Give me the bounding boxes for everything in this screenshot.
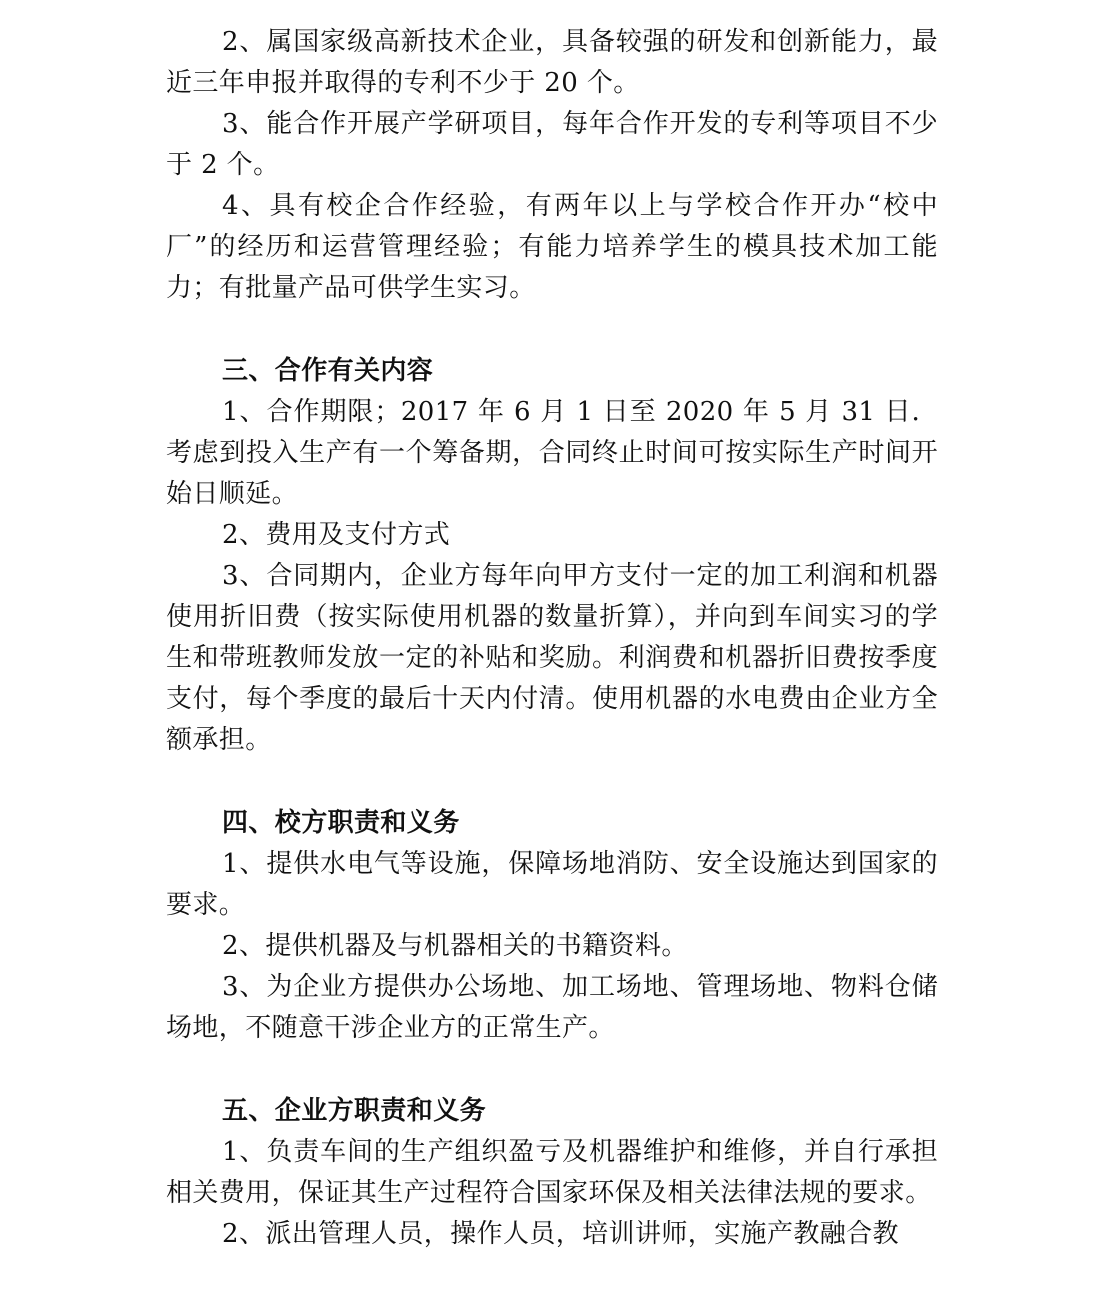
- document-page: [166, 22, 938, 1255]
- section-four-item-2: 2、提供机器及与机器相关的书籍资料。: [222, 931, 688, 961]
- section-two-item-4: 4、具有校企合作经验，有两年以上与学校合作开办“校中厂”的经历和运营管理经验；有能力培养学生的模具技术加工能力；有批量产品可供学生实习。: [166, 191, 938, 303]
- section-three-item-1: 1、合作期限；2017 年 6 月 1 日至 2020 年 5 月 31 日．考虑到投入生产有一个筹备期，合同终止时间可按实际生产时间开始日顺延。: [166, 397, 938, 509]
- section-three-item-2: 2、费用及支付方式: [222, 520, 451, 550]
- section-five-item-1: 1、负责车间的生产组织盈亏及机器维护和维修，并自行承担相关费用，保证其生产过程符合国家环保及相关法律法规的要求。: [166, 1137, 938, 1208]
- section-five-heading: 五、企业方职责和义务: [222, 1096, 487, 1126]
- section-four-item-1: 1、提供水电气等设施，保障场地消防、安全设施达到国家的要求。: [166, 849, 938, 920]
- section-four-item-3: 3、为企业方提供办公场地、加工场地、管理场地、物料仓储场地，不随意干涉企业方的正常生产。: [166, 972, 938, 1043]
- section-gap: [166, 1049, 938, 1091]
- section-four-heading: 四、校方职责和义务: [222, 808, 460, 838]
- section-two-item-3: 3、能合作开展产学研项目，每年合作开发的专利等项目不少于 2 个。: [166, 109, 938, 180]
- section-gap: [166, 761, 938, 803]
- section-two-item-2: 2、属国家级高新技术企业，具备较强的研发和创新能力，最近三年申报并取得的专利不少于 20 个。: [166, 27, 938, 98]
- section-three-item-3: 3、合同期内，企业方每年向甲方支付一定的加工利润和机器使用折旧费（按实际使用机器的数量折算），并向到车间实习的学生和带班教师发放一定的补贴和奖励。利润费和机器折旧费按季度支付，每个季度的最后十天内付清。使用机器的水电费由企业方全额承担。: [166, 561, 938, 755]
- section-five-item-2: 2、派出管理人员，操作人员，培训讲师，实施产教融合教: [222, 1219, 899, 1249]
- section-gap: [166, 309, 938, 351]
- section-three-heading: 三、合作有关内容: [222, 356, 434, 386]
